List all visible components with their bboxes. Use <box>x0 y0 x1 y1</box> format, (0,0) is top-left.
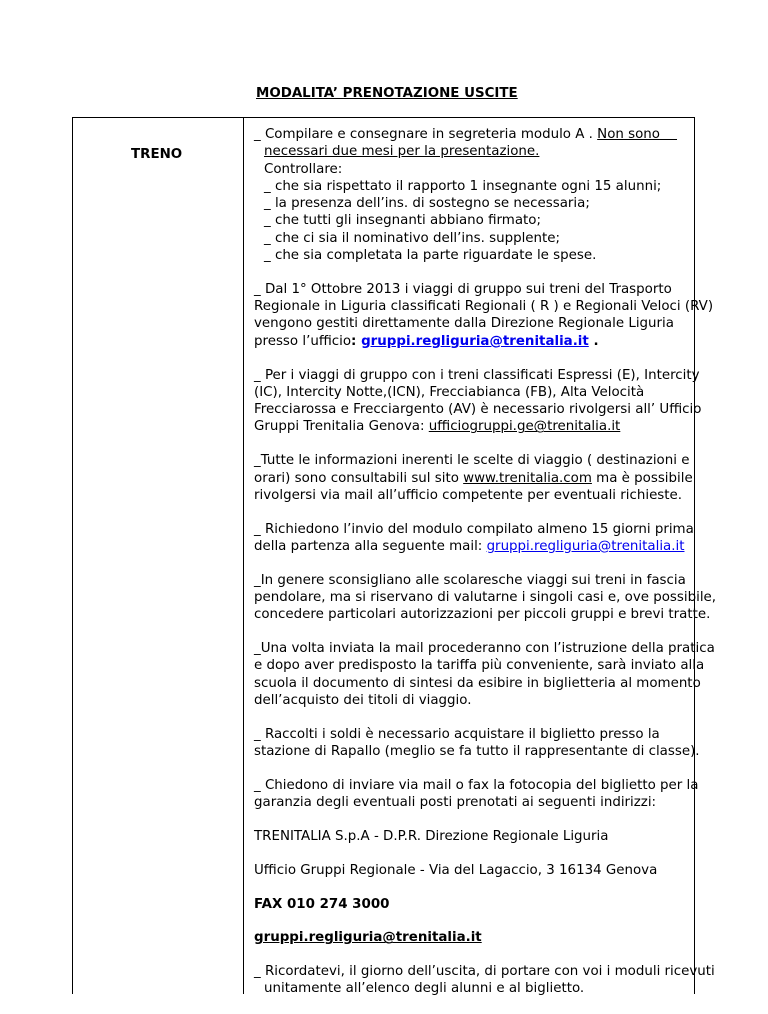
send-text: della partenza alla seguente mail: <box>254 538 487 554</box>
checklist-item: _ che ci sia il nominativo dell’ins. supplente; <box>264 230 561 246</box>
checklist-item: _ che sia completata la parte riguardate le spese. <box>264 248 597 264</box>
office-label: Gruppi Trenitalia Genova: <box>254 419 429 435</box>
genova-email-link[interactable]: ufficiogruppi.ge@trenitalia.it <box>428 419 621 435</box>
paragraph-line: _ Dal 1° Ottobre 2013 i viaggi di gruppo sui treni del Trasporto <box>254 281 672 297</box>
paragraph-line: pendolare, ma si riservano di valutarne i singoli casi e, ove possibile, <box>254 590 717 606</box>
paragraph-line: unitamente all’elenco degli alunni e al biglietto. <box>264 981 585 997</box>
paragraph-line: _ Raccolti i soldi è necessario acquistare il biglietto presso la <box>254 726 660 742</box>
info-text: ma è possibile <box>591 470 693 486</box>
trailing-dot: . <box>588 333 599 349</box>
paragraph-line: _ Richiedono l’invio del modulo compilato almeno 15 giorni prima <box>254 521 694 537</box>
paragraph-line: Regionale in Liguria classificati Regionali ( R ) e Regionali Veloci (RV) <box>254 299 714 315</box>
fax-number: FAX 010 274 3000 <box>254 896 390 912</box>
info-text: orari) sono consultabili sul sito <box>254 470 464 486</box>
paragraph-line: concedere particolari autorizzazioni per piccoli gruppi e brevi tratte. <box>254 607 711 623</box>
office-label: presso l’ufficio <box>254 333 352 349</box>
paragraph-line: _Tutte le informazioni inerenti le scelte di viaggio ( destinazioni e <box>254 453 690 469</box>
intro-paragraph <box>254 126 690 264</box>
address-office <box>254 862 690 879</box>
reminder-paragraph <box>254 963 715 998</box>
address-org <box>254 828 690 845</box>
process-paragraph <box>254 640 715 709</box>
address-office-text: Ufficio Gruppi Regionale - Via del Lagaccio, 3 16134 Genova <box>254 862 658 878</box>
address-fax <box>254 896 690 913</box>
ticket-paragraph <box>254 726 700 761</box>
send-paragraph <box>254 521 694 556</box>
send-email-link[interactable]: gruppi.regliguria@trenitalia.it <box>486 538 685 554</box>
paragraph-line: (IC), Intercity Notte,(ICN), Frecciabianca (FB), Alta Velocità <box>254 384 645 400</box>
paragraph-line <box>254 471 693 486</box>
paragraph-line: scuola il documento di sintesi da esibire in biglietteria al momento <box>254 675 701 691</box>
paragraph-line: dell’acquisto dei titoli di viaggio. <box>254 693 472 709</box>
pendolare-paragraph <box>254 572 717 624</box>
paragraph-line <box>254 419 620 434</box>
address-email-link[interactable]: gruppi.regliguria@trenitalia.it <box>254 930 482 946</box>
paragraph-line: stazione di Rapallo (meglio se fa tutto il rappresentante di classe). <box>254 744 700 760</box>
paragraph-line: _ Ricordatevi, il giorno dell’uscita, di portare con voi i moduli ricevuti <box>254 964 715 980</box>
paragraph-line: rivolgersi via mail all’ufficio competente per eventuali richieste. <box>254 487 683 503</box>
column-divider <box>243 117 244 994</box>
address-org-text: TRENITALIA S.p.A - D.P.R. Direzione Regionale Liguria <box>254 829 609 844</box>
paragraph-line: garanzia degli eventuali posti prenotati ai seguenti indirizzi: <box>254 795 657 811</box>
page-title: MODALITA’ PRENOTAZIONE USCITE <box>256 86 518 101</box>
paragraph-line: e dopo aver predisposto la tariffa più conveniente, sarà inviato alla <box>254 658 705 674</box>
fax-paragraph <box>254 777 699 812</box>
underline-trail <box>660 127 677 142</box>
checklist-title: Controllare: <box>264 161 343 177</box>
address-email <box>254 929 690 946</box>
intro-line <box>254 127 677 142</box>
checklist-item: _ la presenza dell’ins. di sostegno se necessaria; <box>264 196 590 212</box>
paragraph-line <box>254 539 684 554</box>
row-label-treno: TRENO <box>131 147 183 162</box>
paragraph-line: _ Per i viaggi di gruppo con i treni classificati Espressi (E), Intercity <box>254 367 700 383</box>
paragraph-line <box>254 334 599 349</box>
underlined-notice: Non sono <box>597 127 660 142</box>
paragraph-line: Frecciarossa e Frecciargento (AV) è necessario rivolgersi all’ Ufficio <box>254 402 702 418</box>
intro-text: _ Compilare e consegnare in segreteria modulo A . <box>254 127 598 142</box>
content-cell <box>254 126 717 1014</box>
paragraph-line: vengono gestiti direttamente dalla Direzione Regionale Liguria <box>254 316 674 332</box>
paragraph-line: _In genere sconsigliano alle scolaresche viaggi sui treni in fascia <box>254 572 686 588</box>
website-link[interactable]: www.trenitalia.com <box>463 470 592 486</box>
paragraph-line: _Una volta inviata la mail procederanno con l’istruzione della pratica <box>254 641 715 657</box>
intercity-paragraph <box>254 367 702 436</box>
info-paragraph <box>254 452 693 504</box>
regional-paragraph <box>254 281 714 350</box>
checklist-item: _ che sia rispettato il rapporto 1 insegnante ogni 15 alunni; <box>264 178 662 194</box>
colon: : <box>351 333 362 349</box>
underlined-notice-cont: necessari due mesi per la presentazione. <box>264 144 540 160</box>
checklist-item: _ che tutti gli insegnanti abbiano firmato; <box>264 213 542 229</box>
regional-email-link[interactable]: gruppi.regliguria@trenitalia.it <box>361 333 589 349</box>
paragraph-line: _ Chiedono di inviare via mail o fax la fotocopia del biglietto per la <box>254 777 699 793</box>
